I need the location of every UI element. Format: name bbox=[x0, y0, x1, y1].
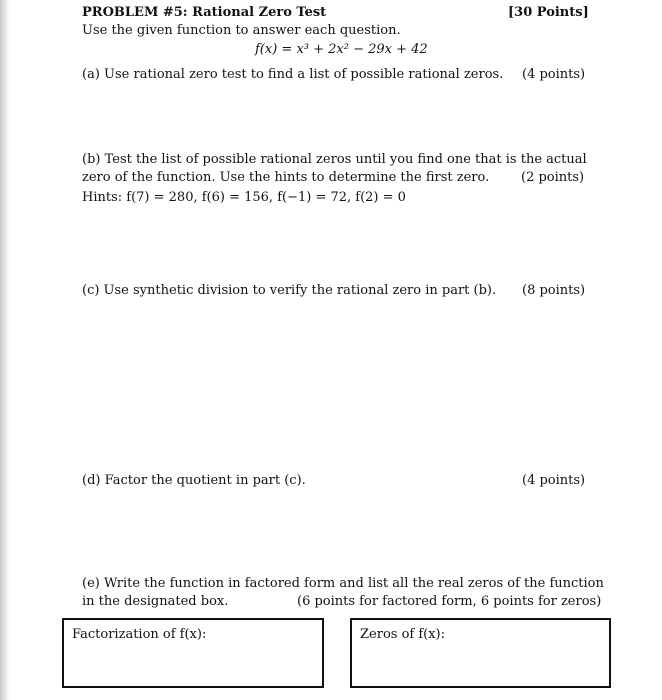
part-d-question: (d) Factor the quotient in part (c). bbox=[82, 473, 306, 488]
part-c-points: (8 points) bbox=[522, 283, 586, 298]
part-b-question-line1: (b) Test the list of possible rational zeros until you find one that is the actual bbox=[82, 152, 587, 167]
zeros-answer-box[interactable] bbox=[350, 618, 611, 688]
instruction-text: Use the given function to answer each question. bbox=[82, 23, 401, 38]
part-a-points: (4 points) bbox=[522, 67, 586, 82]
problem-title: PROBLEM #5: Rational Zero Test bbox=[82, 5, 327, 20]
part-b-question-line2: zero of the function. Use the hints to determine the first zero. bbox=[82, 170, 490, 185]
part-e-question-line1: (e) Write the function in factored form and list all the real zeros of the function bbox=[82, 576, 604, 591]
total-points: [30 Points] bbox=[508, 5, 589, 20]
function-equation: f(x) = x³ + 2x² − 29x + 42 bbox=[255, 42, 428, 57]
part-d-points: (4 points) bbox=[522, 473, 586, 488]
part-e-points: (6 points for factored form, 6 points for zeros) bbox=[297, 594, 602, 609]
factorization-label: Factorization of f(x): bbox=[72, 627, 207, 642]
part-c-question: (c) Use synthetic division to verify the rational zero in part (b). bbox=[82, 283, 497, 298]
part-a-question: (a) Use rational zero test to find a list of possible rational zeros. bbox=[82, 67, 504, 82]
part-b-hints: Hints: f(7) = 280, f(6) = 156, f(−1) = 72, f(2) = 0 bbox=[82, 190, 406, 205]
part-b-points: (2 points) bbox=[521, 170, 585, 185]
factorization-answer-box[interactable] bbox=[62, 618, 324, 688]
zeros-label: Zeros of f(x): bbox=[360, 627, 446, 642]
part-e-question-line2: in the designated box. bbox=[82, 594, 229, 609]
